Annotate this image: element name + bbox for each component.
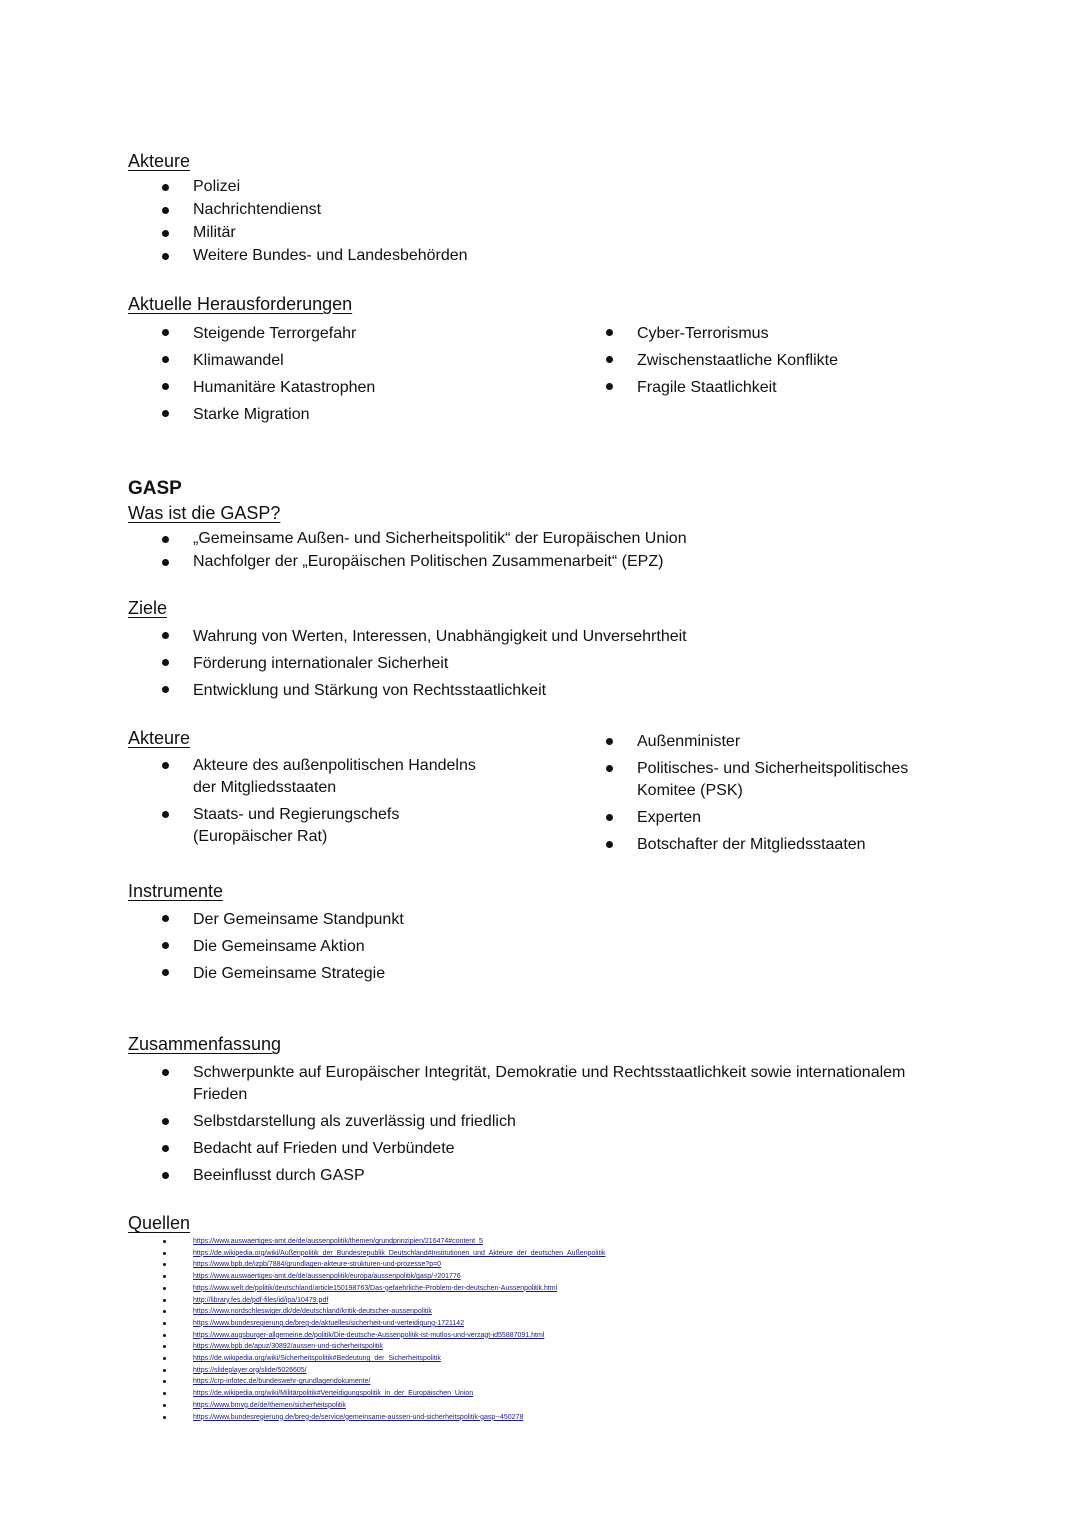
section-title-gasp-akteure: Akteure <box>128 728 191 748</box>
instrumente-list <box>128 906 828 987</box>
source-link[interactable]: https://www.bundesregierung.de/breg-de/aktuelles/sicherheit-und-verteidigung-1721142 <box>193 1319 465 1327</box>
list-item: Botschafter der Mitgliedsstaaten <box>572 834 932 856</box>
source-link[interactable]: https://www.welt.de/politik/deutschland/article150198763/Das-gefaehrliche-Problem-der-deutschen-Aussenpolitik.html <box>193 1284 558 1292</box>
was-ist-gasp-list <box>128 527 978 573</box>
source-link[interactable]: https://www.augsburger-allgemeine.de/politik/Die-deutsche-Aussenpolitik-ist-mutlos-und-verzagt-id55887091.html <box>193 1331 545 1339</box>
source-link[interactable]: https://www.auswaertiges-amt.de/de/aussenpolitik/themen/grundprinzipien/216474#content_5 <box>193 1238 483 1245</box>
herausforderungen-right-list <box>572 320 992 401</box>
list-item: Fragile Staatlichkeit <box>572 374 992 401</box>
source-link[interactable]: https://de.wikipedia.org/wiki/Außenpolitik_der_Bundesrepublik_Deutschland#Institutionen_und_Akteure_der_deutschen_Außenpolitik <box>193 1249 606 1257</box>
source-link[interactable]: https://slideplayer.org/slide/5026605/ <box>193 1366 307 1374</box>
list-item: Nachrichtendienst <box>128 198 828 221</box>
source-link[interactable]: https://www.bpb.de/izpb/7884/grundlagen-akteure-strukturen-und-prozesse?p=0 <box>193 1261 442 1269</box>
list-item: Klimawandel <box>128 347 548 374</box>
list-item: Starke Migration <box>128 401 548 428</box>
source-item <box>128 1295 1028 1307</box>
quellen-list <box>128 1236 1028 1423</box>
source-item <box>128 1341 1028 1353</box>
list-item: Nachfolger der „Europäischen Politischen Zusammenarbeit“ (EPZ) <box>128 550 978 573</box>
source-item <box>128 1353 1028 1365</box>
ziele-list <box>128 623 978 704</box>
list-item: Selbstdarstellung als zuverlässig und friedlich <box>128 1111 958 1133</box>
source-link[interactable]: https://de.wikipedia.org/wiki/Militärpolitik#Verteidigungspolitik_in_der_Europäischen_Union <box>193 1390 474 1398</box>
gasp-akteure-right-list <box>572 731 932 861</box>
list-item: Militär <box>128 221 828 244</box>
zusammenfassung-list <box>128 1062 958 1192</box>
gasp-heading: GASP <box>128 478 182 499</box>
list-item: Die Gemeinsame Aktion <box>128 933 828 960</box>
list-item: Außenminister <box>572 731 932 753</box>
list-item: Steigende Terrorgefahr <box>128 320 548 347</box>
source-item <box>128 1388 1028 1400</box>
list-item: Politisches- und Sicherheitspolitisches Komitee (PSK) <box>572 758 932 802</box>
section-title-herausforderungen: Aktuelle Herausforderungen <box>128 294 353 314</box>
list-item: Zwischenstaatliche Konflikte <box>572 347 992 374</box>
section-title-was-ist-gasp: Was ist die GASP? <box>128 503 281 523</box>
source-item <box>128 1248 1028 1260</box>
list-item: „Gemeinsame Außen- und Sicherheitspolitik“ der Europäischen Union <box>128 527 978 550</box>
list-item: Die Gemeinsame Strategie <box>128 960 828 987</box>
source-item <box>128 1306 1028 1318</box>
source-item <box>128 1365 1028 1377</box>
list-item: Akteure des außenpolitischen Handelns der Mitgliedsstaaten <box>128 755 498 799</box>
section-title-quellen: Quellen <box>128 1213 191 1233</box>
akteure-list <box>128 175 828 267</box>
source-item <box>128 1259 1028 1271</box>
list-item: Bedacht auf Frieden und Verbündete <box>128 1138 958 1160</box>
source-item <box>128 1330 1028 1342</box>
source-link[interactable]: https://www.nordschleswiger.dk/de/deutschland/kritik-deutscher-aussenpolitik <box>193 1308 432 1316</box>
source-item <box>128 1271 1028 1283</box>
source-item <box>128 1236 1028 1248</box>
section-title-instrumente: Instrumente <box>128 881 224 901</box>
list-item: Wahrung von Werten, Interessen, Unabhängigkeit und Unversehrtheit <box>128 623 978 650</box>
source-link[interactable]: https://crp-infotec.de/bundeswehr-grundlagendokumente/ <box>193 1378 371 1386</box>
source-item <box>128 1412 1028 1424</box>
list-item: Beeinflusst durch GASP <box>128 1165 958 1187</box>
list-item: Schwerpunkte auf Europäischer Integrität, Demokratie und Rechtsstaatlichkeit sowie internationalem Frieden <box>128 1062 958 1106</box>
section-title-ziele: Ziele <box>128 598 168 618</box>
list-item: Förderung internationaler Sicherheit <box>128 650 978 677</box>
section-title-zusammenfassung: Zusammenfassung <box>128 1034 282 1054</box>
source-link[interactable]: https://www.bmvg.de/de/themen/sicherheitspolitik <box>193 1401 346 1409</box>
list-item: Der Gemeinsame Standpunkt <box>128 906 828 933</box>
list-item: Polizei <box>128 175 828 198</box>
herausforderungen-left-list <box>128 320 548 428</box>
source-link[interactable]: https://www.bpb.de/apuz/30892/aussen-und-sicherheitspolitik <box>193 1343 383 1351</box>
gasp-akteure-left-list <box>128 755 498 853</box>
source-link[interactable]: http://library.fes.de/pdf-files/id/ipa/10479.pdf <box>193 1296 329 1304</box>
source-item <box>128 1376 1028 1388</box>
list-item: Humanitäre Katastrophen <box>128 374 548 401</box>
list-item: Cyber-Terrorismus <box>572 320 992 347</box>
section-title-akteure: Akteure <box>128 151 191 171</box>
list-item: Entwicklung und Stärkung von Rechtsstaatlichkeit <box>128 677 978 704</box>
list-item: Staats- und Regierungschefs (Europäischer Rat) <box>128 804 498 848</box>
list-item: Weitere Bundes- und Landesbehörden <box>128 244 828 267</box>
list-item: Experten <box>572 807 932 829</box>
source-item <box>128 1400 1028 1412</box>
source-item <box>128 1318 1028 1330</box>
source-link[interactable]: https://www.bundesregierung.de/breg-de/service/gemeinsame-aussen-und-sicherheitspolitik-gasp--450278 <box>193 1413 524 1421</box>
source-item <box>128 1283 1028 1295</box>
source-link[interactable]: https://www.auswaertiges-amt.de/de/aussenpolitik/europa/aussenpolitik/gasp/-/201776 <box>193 1273 461 1281</box>
source-link[interactable]: https://de.wikipedia.org/wiki/Sicherheitspolitik#Bedeutung_der_Sicherheitspolitik <box>193 1355 441 1363</box>
